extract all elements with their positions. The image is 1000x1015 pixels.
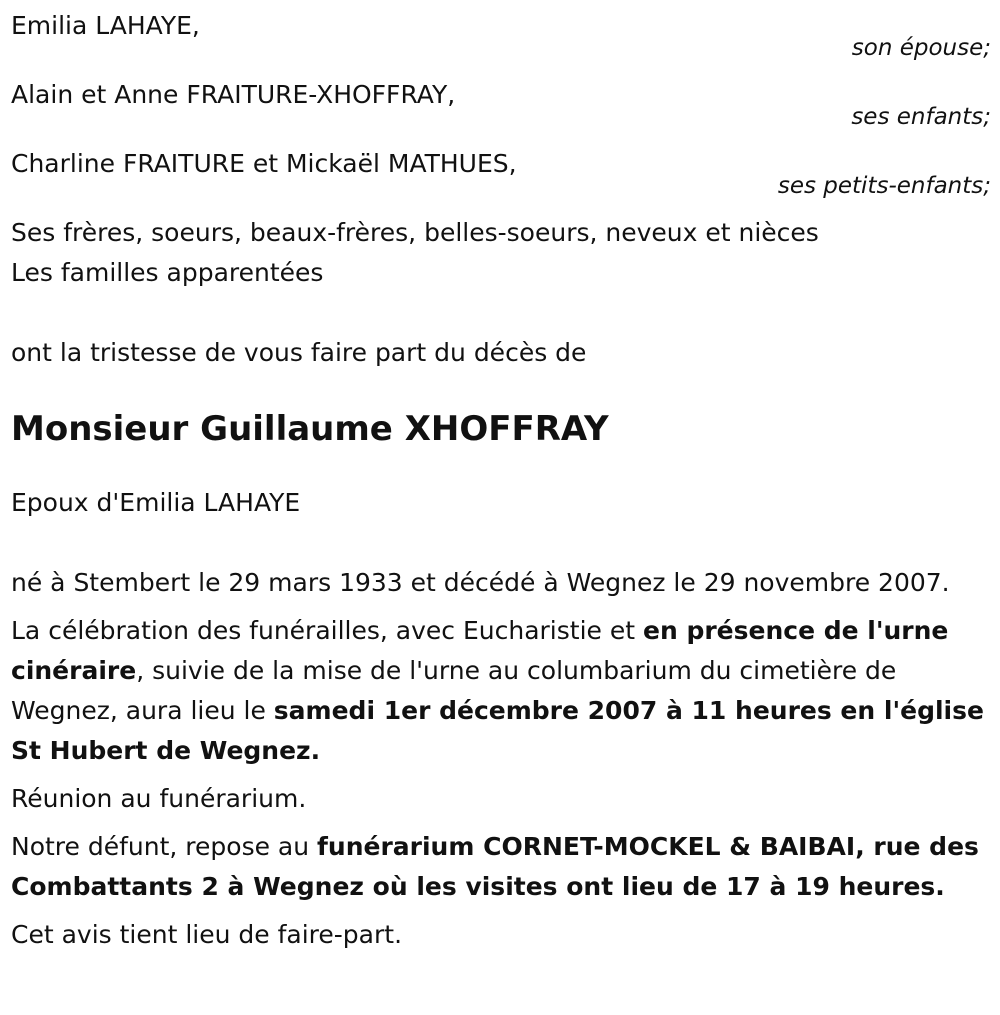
rest-bold-1: funérarium CORNET-MOCKEL & BAIBAI, rue des Combattants 2 à Wegnez où les visites ont lieu de 17 à 19 heures. — [11, 832, 979, 901]
reunion-line: Réunion au funérarium. — [11, 784, 307, 813]
closing-line: Cet avis tient lieu de faire-part. — [11, 920, 403, 949]
rest-text-1: Notre défunt, repose au — [11, 832, 318, 861]
ceremony-paragraph — [11, 611, 991, 771]
relatives-line: Ses frères, soeurs, beaux-frères, belles-soeurs, neveux et nièces — [11, 218, 819, 247]
obituary-notice — [11, 0, 991, 955]
family-role-children: ses enfants; — [851, 104, 991, 130]
ceremony-text-1: La célébration des funérailles, avec Eucharistie et — [11, 616, 643, 645]
announcement: ont la tristesse de vous faire part du décès de — [11, 338, 587, 367]
birth-death-dates: né à Stembert le 29 mars 1933 et décédé à Wegnez le 29 novembre 2007. — [11, 568, 950, 597]
family-name-spouse: Emilia LAHAYE, — [11, 11, 200, 40]
spouse-of: Epoux d'Emilia LAHAYE — [11, 488, 301, 517]
family-role-spouse: son épouse; — [851, 35, 991, 61]
family-name-grandchildren: Charline FRAITURE et Mickaël MATHUES, — [11, 149, 517, 178]
rest-paragraph — [11, 827, 991, 907]
ceremony-text-2: , suivie de la mise de l'urne au columbarium du cimetière de Wegnez, aura lieu le — [11, 656, 897, 725]
family-role-grandchildren: ses petits-enfants; — [777, 173, 991, 199]
families-line: Les familles apparentées — [11, 258, 324, 287]
ceremony-bold-1: en présence de l'urne cinéraire — [11, 616, 949, 685]
family-name-children: Alain et Anne FRAITURE-XHOFFRAY, — [11, 80, 456, 109]
ceremony-bold-2: samedi 1er décembre 2007 à 11 heures en l'église St Hubert de Wegnez. — [11, 696, 984, 765]
deceased-name: Monsieur Guillaume XHOFFRAY — [11, 409, 609, 449]
